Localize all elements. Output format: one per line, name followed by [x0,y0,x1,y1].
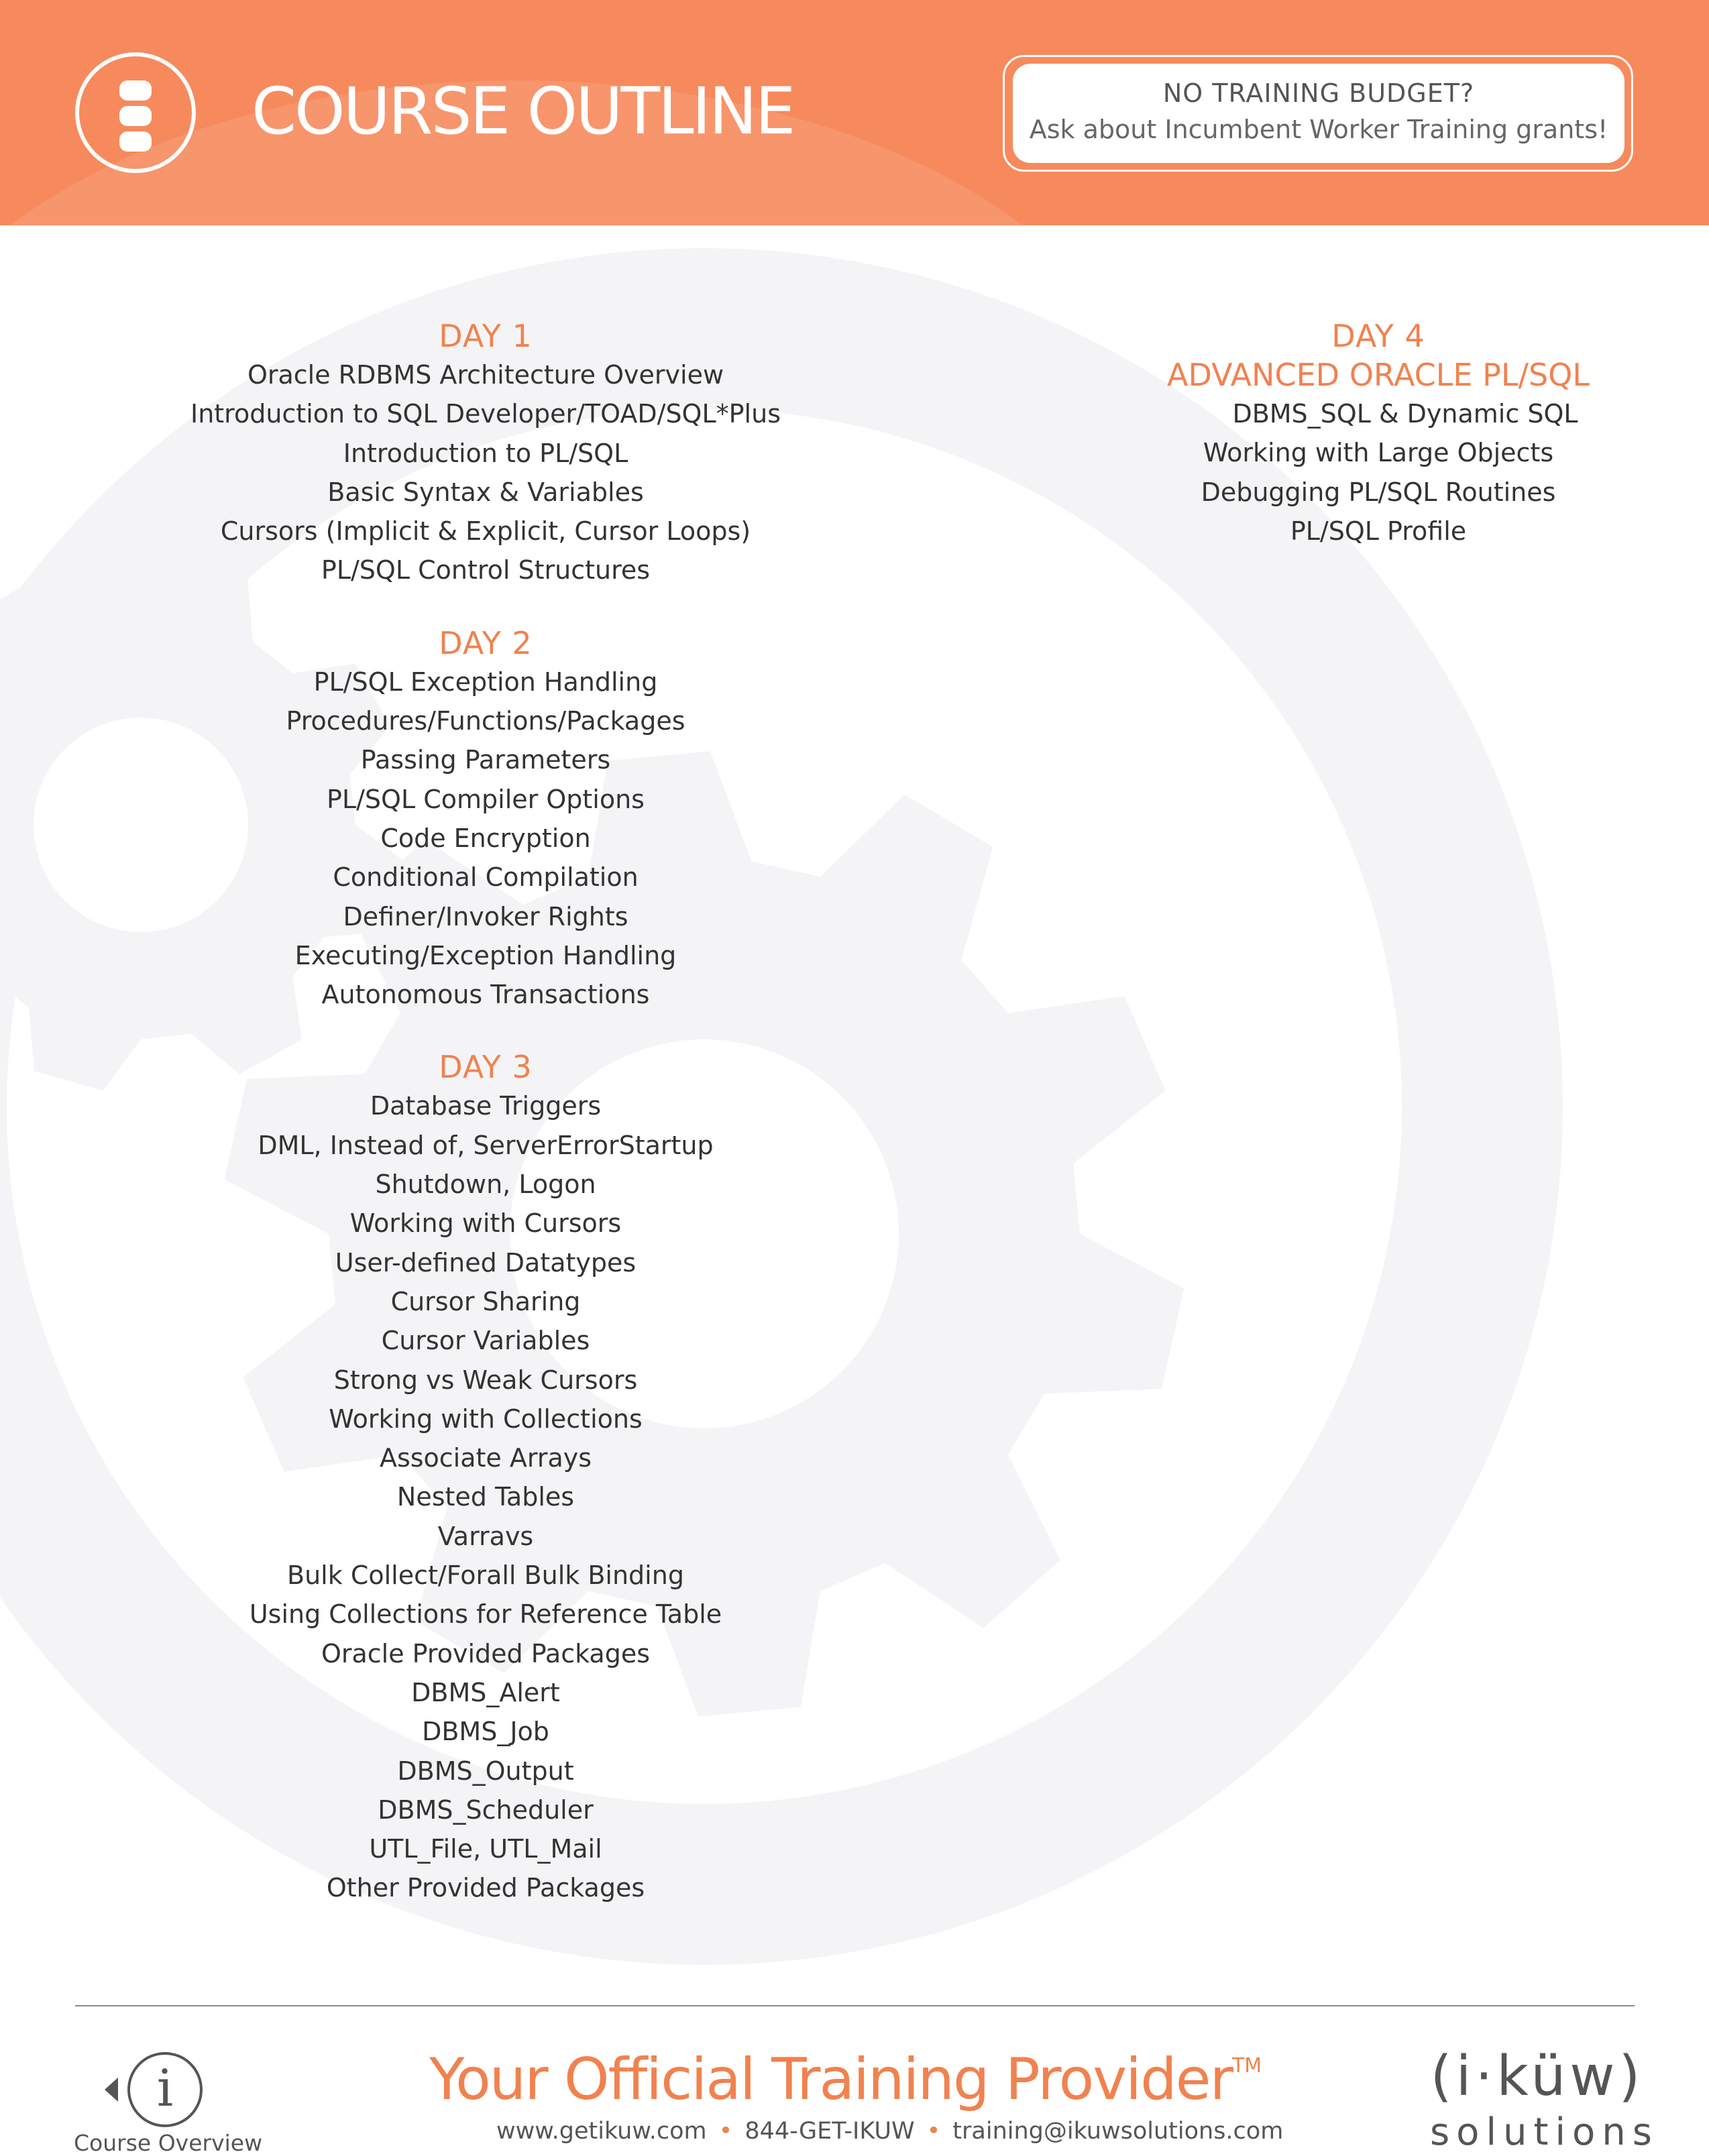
topic-item: Executing/Exception Handling [294,940,677,970]
topic-item: Strong vs Weak Cursors [333,1365,638,1395]
website-link[interactable]: www.getikuw.com [496,2118,707,2145]
topic-item: Working with Collections [329,1404,643,1434]
contact-line [496,2118,1283,2145]
topic-item: Shutdown, Logon [375,1170,596,1200]
topic-item: Oracle Provided Packages [321,1638,651,1668]
topic-item: DBMS_SQL & Dynamic SQL [1232,399,1578,429]
topic-item: Introduction to PL/SQL [343,438,628,468]
topic-item: Working with Cursors [349,1208,622,1239]
course-column-right [973,317,1709,584]
triangle-left-icon[interactable] [105,2078,118,2102]
topic-item: Working with Large Objects [1203,438,1554,468]
day-heading: DAY 1 [439,318,533,354]
tagline [429,2046,1262,2113]
topic-item: Introduction to SQL Developer/TOAD/SQL*Plus [190,399,781,429]
topic-item: Other Provided Packages [326,1873,645,1903]
topic-item: Cursor Sharing [390,1286,581,1316]
promo-text: Ask about Incumbent Worker Training grants! [1029,115,1608,144]
topic-item: PL/SQL Control Structures [321,555,651,585]
separator-dot: • [718,2118,733,2145]
topic-list [134,1086,837,1907]
footer-divider [75,2005,1635,2006]
topic-item: Cursors (Implicit & Explicit, Cursor Loops) [220,516,751,547]
promo-title: NO TRAINING BUDGET? [1162,78,1475,108]
day-subheading: ADVANCED ORACLE PL/SQL [1166,357,1590,393]
course-column-left [134,317,837,1941]
email-link[interactable]: training@ikuwsolutions.com [952,2118,1284,2145]
topic-item: Debugging PL/SQL Routines [1201,477,1556,507]
topic-item: UTL_File, UTL_Mail [369,1834,602,1864]
topic-item: Conditional Compilation [333,862,639,893]
promo-box [1013,64,1624,163]
header-band [0,0,1709,225]
topic-item: PL/SQL Compiler Options [327,784,645,814]
phone-number[interactable]: 844-GET-IKUW [745,2118,915,2145]
topic-list [134,355,837,590]
brand-logo-mark: (i·küw) [1430,2045,1645,2108]
course-overview-link[interactable]: Course Overview [74,2130,263,2156]
topic-item: DBMS_Job [422,1717,549,1747]
day-heading: DAY 2 [439,624,533,661]
topic-item: Using Collections for Reference Table [249,1599,722,1630]
topic-item: Definer/Invoker Rights [343,901,628,931]
day-heading: DAY 4 [1331,318,1425,354]
topic-list [973,394,1709,551]
day-1-section [134,317,837,590]
topic-item: Procedures/Functions/Packages [286,706,685,736]
topic-item: DBMS_Output [397,1756,574,1786]
menu-dots-icon [75,52,196,173]
topic-item: Associate Arrays [379,1443,592,1473]
topic-item: Nested Tables [396,1482,575,1512]
topic-item: DML, Instead of, ServerErrorStartup [258,1130,714,1160]
topic-item: Cursor Variables [381,1326,590,1356]
topic-item: DBMS_Alert [411,1677,560,1707]
topic-item: Varravs [437,1521,534,1551]
day-2-section [134,624,837,1015]
topic-item: User-defined Datatypes [335,1247,637,1278]
page-title: COURSE OUTLINE [252,74,794,149]
info-circle-icon[interactable]: i [127,2052,203,2127]
topic-item: Database Triggers [370,1091,602,1121]
day-3-section [134,1047,837,1907]
topic-item: Bulk Collect/Forall Bulk Binding [287,1561,684,1591]
topic-item: Oracle RDBMS Architecture Overview [247,360,724,390]
trademark-mark: TM [1231,2054,1262,2078]
topic-item: PL/SQL Profile [1290,516,1467,546]
brand-logo-word: solutions [1430,2110,1659,2154]
topic-list [134,663,837,1015]
topic-item: Basic Syntax & Variables [327,477,644,507]
topic-item: PL/SQL Exception Handling [313,667,658,697]
topic-item: Code Encryption [380,823,591,853]
tagline-text: Your Official Training Provider [429,2046,1232,2113]
day-4-section [973,317,1709,551]
topic-item: DBMS_Scheduler [378,1795,594,1825]
topic-item: Autonomous Transactions [321,980,650,1010]
day-heading: DAY 3 [439,1049,533,1086]
separator-dot: • [926,2118,941,2145]
topic-item: Passing Parameters [360,745,611,775]
